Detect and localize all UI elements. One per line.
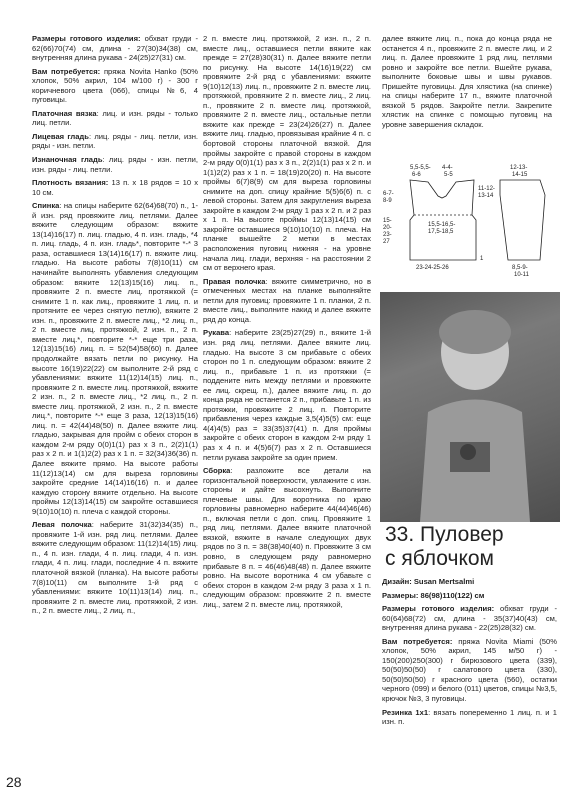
sleeves-paragraph <box>203 328 374 462</box>
right-front-heading: Правая полочка <box>203 276 266 286</box>
schema-label: 4-4- <box>442 165 453 171</box>
pattern-schema <box>380 160 560 280</box>
sizes-paragraph <box>32 34 201 63</box>
assembly-heading: Сборка <box>203 466 231 476</box>
materials-text: пряжа Novita Hanko (50% хлопок, 50% акрил, 104 м/100 г) - 300 г коричневого цвета (066), спицы №6, 4 пуговицы. <box>32 66 201 105</box>
garter-stitch-paragraph <box>32 108 201 128</box>
left-front-heading: Левая полочка <box>32 520 92 530</box>
back-heading: Спинка <box>32 201 60 211</box>
schema-label: 10-11 <box>514 272 529 278</box>
schema-label: 8,5-9- <box>512 265 528 271</box>
page-number: 28 <box>6 774 22 790</box>
column-1 <box>32 34 201 620</box>
schema-label: 5-5 <box>444 172 453 178</box>
schema-label: 15,5-16,5- <box>428 222 456 228</box>
schema-label: 13-14 <box>478 193 494 199</box>
schema-label: 6-6 <box>412 172 421 178</box>
schema-label: 5,5-5,5- <box>410 165 431 171</box>
finished-sizes-text: обхват груди - 60(64)68(72) см, длина - 35(37)40(43) см, внутренняя длина рукава - 22(25)28(32) см. <box>382 604 560 633</box>
stockinette-heading: Лицевая гладь <box>32 131 89 141</box>
sizes-text: обхват груди - 62(66)70(74) см, длина - 27(30)34(38) см, внутренняя длина рукава - 24(25)27(31) см. <box>32 34 201 63</box>
schema-label: 1 <box>480 256 484 262</box>
sleeves-heading: Рукава <box>203 328 230 338</box>
schema-label: 6-7- <box>383 191 394 197</box>
rib-heading: Резинка 1x1 <box>382 707 429 717</box>
right-front-paragraph <box>203 276 374 325</box>
schema-label: 20- <box>383 225 392 231</box>
garter-stitch-heading: Платочная вязка <box>32 108 97 118</box>
rib-paragraph <box>382 707 560 727</box>
materials-2-text: пряжа Novita Miami (50% хлопок, 50% акрил, 145 м/50 г) - 150(200)250(300) г бирюзового цвета (339), 50(50)50(50) г салатового цвета (330), 50(50)50(50) г красного цвета (560), остатки черного (099) и белого (011) цветов, спицы №3,5, крючок №3, 3 пуговицы. <box>382 636 560 704</box>
column-2 <box>203 34 374 613</box>
schema-label: 23-24-25-26 <box>416 265 449 271</box>
left-front-text: : наберите 31(32)34(35) п., провяжите 1-й изн. ряд лиц. петлями. Далее вяжите следующим образом: 11(12)14(15) лиц. п., 4 п. изн. глади, 4 п. лиц. глади, 4 п. изн. глади, 4 п. лиц. глади, последние 4 п. вяжите платочной вязкой (планка). На высоте работы 7(8)10(11) см выполните 1-й ряд с убавлениями: вяжите 10(11)13(14) лиц. п., провяжите 2 п. вместе лиц. протяжкой, 2 изн. п., 2 п. вместе лиц., 2 лиц. п., <box>32 520 201 616</box>
stockinette-text: : лиц. ряды - лиц. петли, изн. ряды - изн. петли. <box>32 131 201 151</box>
sizes-heading: Размеры готового изделия: <box>32 34 141 43</box>
schema-label: 15- <box>383 218 392 224</box>
assembly-text: : разложите все детали на горизонтальной поверхности, увлажните с изн. стороны и дайте высохнуть. Выполните плечевые швы. Для воротника по краю горловины равномерно наберите 44(44)46(46) п., включая петли с доп. спиц. Провяжите 1 ряд лиц. петлями. Далее вяжите платочной вязкой, вяжите в начале следующих двух рядов по 3 п. = 38(38)40(40) п. Провяжите 3 см ровно, в следующем ряду равномерно прибавьте 8 п. = 46(46)48(48) п. Далее вяжите ровно. На высоте воротника 4 см убавьте с обеих сторон в каждом 2-м ряду 3 раза x 1 п. следующим образом: провяжите 2 п. вместе лиц., затем 2 п. вместе лиц. протяжкой, <box>203 466 374 609</box>
left-front-continued: 2 п. вместе лиц. протяжкой, 2 изн. п., 2 п. вместе лиц., оставшиеся петли вяжите как прежде = 27(28)30(31) п. Далее вяжите петли по рисунку. На высоте 14(16)19(22) см провяжите 2-й ряд с убавлениями: вяжите 9(10)12(13) лиц. п., провяжите 2 п. вместе лиц. протяжкой, провяжите 2 п. вместе лиц., 2 лиц. п., провяжите 2 п. вместе лиц. протяжкой, провяжите 2 п. вместе лиц., остальные петли вяжите как прежде = 23(24)26(27) п. Далее вяжите лиц. гладью, провязывая крайние 4 п. с бортовой стороны платочной вязкой. Для проймы закройте с правой стороны в каждом 2-м ряду 0(0)1(1) раз x 3 п., 2(2)1(1) раз x 2 п. и 1(1)2(2) раз x 1 п. = 18(19)20(20) п. На высоте проймы 6(7)8(9) см для выреза горловины снимите на доп. спицу крайние 5(5)6(6) п. с левой стороны. Затем для закругления выреза закройте в каждом 2-м ряду 1 раз x 2 п. и 2 раз x 1 п. На высоте проймы 12(13)14(15) см закройте оставшиеся 9(10)10(10) п. плеча. На планке вышейте 2 метки в местах расположения пуговиц нижняя - на уровне начала лиц. глади, верхняя - на расстоянии 2 см от верхнего края. <box>203 34 374 273</box>
assembly-paragraph <box>203 466 374 609</box>
stockinette-paragraph <box>32 131 201 151</box>
materials-2-paragraph <box>382 636 560 704</box>
schema-sleeve-outline <box>500 180 545 260</box>
schema-label: 14-15 <box>512 172 528 178</box>
right-front-text: : вяжите симметрично, но в отмеченных местах на планке выполняйте петли для пуговиц: провяжите 1 п. планки, 2 п. вместе лиц., выполните накид и далее вяжите ряд до конца. <box>203 276 374 324</box>
schema-label: 27 <box>383 239 390 245</box>
child-photo <box>380 292 560 522</box>
assembly-continued: далее вяжите лиц. п., пока до конца ряда не останется 4 п., провяжите 2 п. вместе лиц. и 2 лиц. п. Далее провяжите 1 ряд лиц. петлями ровно и закройте все петли. Вшейте рукава, выполните боковые швы и швы рукавов. Пришейте пуговицы. Для хлястика (на спинке) на спицы наберите 17 п., вяжите платочной вязкой 5 рядов. Закройте петли. Закрепите хлястик на спинке с помощью пуговиц на уровне завершения складок. <box>382 34 555 129</box>
materials-2-heading: Вам потребуется: <box>382 636 453 646</box>
sleeves-text: : наберите 23(25)27(29) п., вяжите 1-й изн. ряд лиц. петлями. Далее вяжите лиц. гладью. На высоте 3 см прибавьте с обеих сторон по 1 п. следующим образом: вяжите 2 лиц. п., прибавьте 1 п. из протяжки (= поддените нить между петлями и провяжите ее лиц. скрещ. п.), далее вяжите лиц. п. до конца ряда не останется 2 п., прибавьте 1 п. из протяжки, провяжите 2 лиц. п. Повторите прибавления через каждые 3,5(4)5(5) см: еще 4(4)4(5) раз = 33(35)37(41) п. Для проймы закройте с обеих сторон в каждом 2-м ряду 1 раз x 4 п. и 4(5)6(7) раз x 2 п. Оставшиеся петли рукава закройте за один прием. <box>203 328 374 462</box>
schema-body-outline <box>410 180 476 260</box>
schema-label: 17,5-18,5 <box>428 229 454 235</box>
schema-label: 8-9 <box>383 198 392 204</box>
schema-label: 11-12- <box>478 186 495 192</box>
gauge-text: 13 п. x 18 рядов = 10 x 10 см. <box>32 178 201 197</box>
column-4 <box>382 577 560 731</box>
project-title-line-1: 33. Пуловер <box>385 523 504 546</box>
size-line: Размеры: 86(98)110(122) см <box>382 590 485 600</box>
project-title <box>385 523 504 571</box>
schema-label: 23- <box>383 232 392 238</box>
rib-text: : вязать попеременно 1 лиц. п. и 1 изн. п. <box>382 707 560 727</box>
garter-stitch-text: : лиц. и изн. ряды - только лиц. петли. <box>32 108 201 128</box>
finished-sizes-heading: Размеры готового изделия: <box>382 604 495 614</box>
child-photo-drawing <box>380 292 560 522</box>
reverse-stockinette-text: : лиц. ряды - изн. петли, изн. ряды - лиц. петли. <box>32 155 201 174</box>
materials-heading: Вам потребуется: <box>32 66 101 76</box>
gauge-heading: Плотность вязания: <box>32 178 109 188</box>
schema-label: 12-13- <box>510 165 528 171</box>
materials-paragraph <box>32 66 201 105</box>
reverse-stockinette-paragraph <box>32 155 201 174</box>
back-paragraph <box>32 201 201 516</box>
left-front-paragraph <box>32 520 201 616</box>
designer-line: Дизайн: Susan Mertsalmi <box>382 577 475 586</box>
back-text: : на спицы наберите 62(64)68(70) п., 1-й изн. ряд провяжите лиц. петлями. Далее вяжите следующим образом: вяжите 13(14)16(17) п. лиц. гладью, 4 п. изн. гладь, *4 п. лиц. гладь, 4 п. изн. гладь*, повторите *-* 3 раза, оставшиеся 13(14)16(17) п. вяжите лиц. гладью. На высоте работы 7(8)10(11) см начинайте выполнять убавления следующим образом: вяжите 12(13)15(16) лиц. п., провяжите 2 п. вместе лиц. протяжкой (= снимите 1 п. как лиц., провяжите 1 лиц. п. и протяните ее через снятую петлю), вяжите 2 изн. п., провяжите 2 п. вместе лиц., *2 лиц. п., 2 п. вместе лиц. протяжкой, 2 изн. п., 2 п. вместе лиц.*, повторите *-* еще три раза, 12(13)15(16) лиц. п. = 52(54)58(60) п. Далее продолжайте вязать петли по рисунку. На высоте 16(19)22(22) см выполните 2-й ряд с убавлениями: вяжите 11(12)14(15) лиц. п., провяжите 2 п. вместе лиц. протяжкой, вяжите 2 изн. п., 2 п. вместе лиц., *2 лиц. п., 2 п. вместе лиц. протяжкой, 2 изн. п., 2 п. вместе лиц.*, повторите *-* еще 3 раза, 12(13)15(16) лиц. п. = 42(44)48(50) п. Далее вяжите лиц. гладью, закрывая для пройм с обеих сторон в каждом 2-м ряду 0(0)1(1) раз x 3 п., 2(2)1(1) раз x 2 п. и 1(1)2(2) раз x 1 п. = 32(34)36(36) п. Далее вяжите прямо. На высоте работы 11(12)13(14) см для выреза горловины закройте средние 14(14)16(16) п. и далее каждую сторону вяжите отдельно. На высоте проймы 12(13)14(15) см закройте оставшиеся 9(10)10(10) п. плеча с каждой стороны. <box>32 201 201 516</box>
gauge-paragraph <box>32 178 201 197</box>
column-3 <box>382 34 555 133</box>
project-title-line-2: с яблочком <box>385 547 494 570</box>
finished-sizes-paragraph <box>382 604 560 633</box>
reverse-stockinette-heading: Изнаночная гладь <box>32 155 103 165</box>
